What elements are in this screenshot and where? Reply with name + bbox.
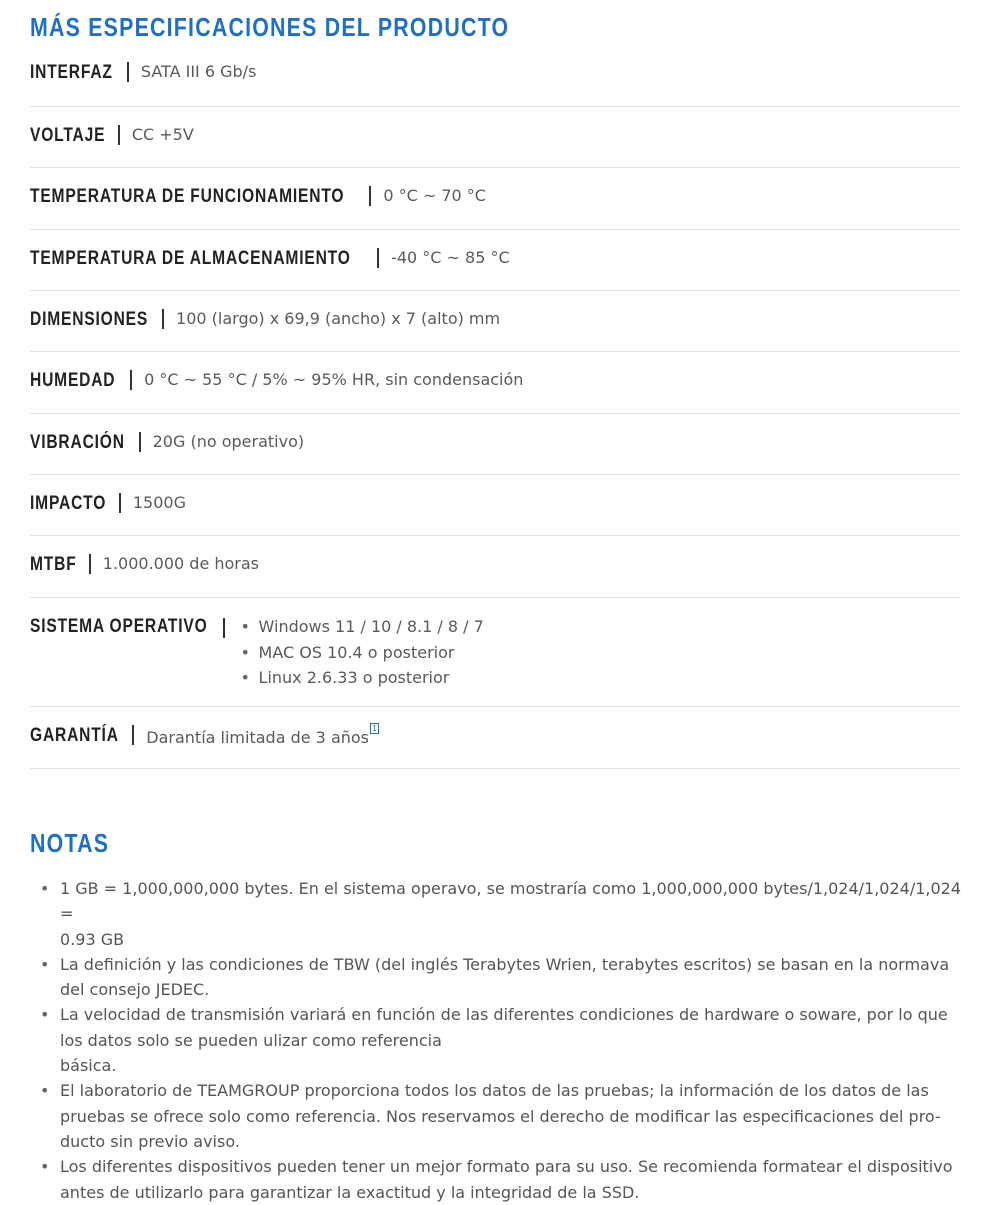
notes-section-title: NOTAS [30, 828, 110, 858]
spec-row-humedad [30, 352, 960, 414]
spec-row-dimensiones [30, 291, 960, 352]
spec-row-temp-funcionamiento [30, 168, 960, 230]
separator [223, 618, 225, 638]
note-line: ducto sin previo aviso. [60, 1131, 240, 1151]
separator [162, 309, 164, 329]
spec-label: TEMPERATURA DE FUNCIONAMIENTO [30, 186, 345, 207]
note-line: • La velocidad de transmisión variará en función de las diferentes condiciones de hardware o soware, por lo que [60, 1005, 948, 1025]
spec-label: IMPACTO [30, 493, 107, 514]
spec-row-temp-almacenamiento [30, 230, 960, 291]
note-line: • 1 GB = 1,000,000,000 bytes. En el sistema operavo, se mostraría como 1,000,000,000 bytes/1,024/1,024/1,024 = [60, 879, 962, 924]
spec-row-mtbf [30, 536, 960, 598]
list-item: • MAC OS 10.4 o posterior [237, 640, 484, 666]
note-line: 0.93 GB [60, 929, 125, 949]
note-line: los datos solo se pueden ulizar como referencia [60, 1030, 442, 1050]
spec-row-interfaz [30, 42, 960, 107]
spec-value: CC +5V [131, 125, 194, 144]
spec-value [146, 725, 379, 747]
note-line: del consejo JEDEC. [60, 980, 210, 1000]
separator [139, 432, 141, 452]
specs-section-title: MÁS ESPECIFICACIONES DEL PRODUCTO [30, 12, 510, 42]
spec-value-text: Darantía limitada de 3 años [146, 728, 370, 747]
separator [377, 248, 379, 268]
spec-row-garantia [30, 707, 960, 769]
footnote-link[interactable]: 1 [372, 724, 378, 733]
separator [89, 554, 91, 574]
spec-value: 100 (largo) x 69,9 (ancho) x 7 (alto) mm [176, 309, 501, 328]
os-list [237, 614, 484, 691]
note-item [40, 1154, 965, 1205]
spec-label: TEMPERATURA DE ALMACENAMIENTO [30, 248, 351, 269]
spec-label: VIBRACIÓN [30, 432, 125, 453]
separator [130, 370, 132, 390]
note-item [40, 1002, 965, 1078]
spec-value: 20G (no operativo) [152, 432, 305, 451]
list-item: • Windows 11 / 10 / 8.1 / 8 / 7 [237, 614, 484, 640]
note-line: pruebas se ofrece solo como referencia. Nos reservamos el derecho de modificar las especificaciones del pro- [60, 1106, 941, 1126]
separator [118, 125, 120, 145]
spec-value: 1.000.000 de horas [102, 554, 260, 573]
note-item [40, 1078, 965, 1154]
note-item [40, 952, 965, 1003]
spec-label: VOLTAJE [30, 125, 106, 146]
note-line: • La definición y las condiciones de TBW (del inglés Terabytes Wrien, terabytes escritos) se basan en la normava [60, 954, 950, 974]
spec-label: DIMENSIONES [30, 309, 149, 330]
spec-value: SATA III 6 Gb/s [140, 62, 257, 81]
spec-label: MTBF [30, 554, 77, 575]
spec-value: 0 °C ~ 70 °C [383, 186, 486, 205]
separator [369, 186, 371, 206]
spec-value: 0 °C ~ 55 °C / 5% ~ 95% HR, sin condensación [144, 370, 524, 389]
note-line: antes de utilizarlo para garantizar la exactitud y la integridad de la SSD. [60, 1182, 640, 1202]
spec-label: GARANTÍA [30, 725, 119, 746]
note-item [40, 876, 965, 952]
specs-table [30, 42, 960, 769]
notes-list [40, 876, 965, 1205]
separator [132, 725, 134, 745]
note-line: básica. [60, 1056, 117, 1076]
spec-label: HUMEDAD [30, 370, 116, 391]
list-item: • Linux 2.6.33 o posterior [237, 665, 484, 691]
note-line: • Los diferentes dispositivos pueden tener un mejor formato para su uso. Se recomienda formatear el dispositivo [60, 1157, 953, 1177]
spec-label: SISTEMA OPERATIVO [30, 616, 208, 637]
spec-row-voltaje [30, 107, 960, 168]
separator [119, 493, 121, 513]
note-line: • El laboratorio de TEAMGROUP proporciona todos los datos de las pruebas; la información de los datos de las [60, 1081, 929, 1101]
spec-row-sistema-operativo [30, 598, 960, 707]
spec-label: INTERFAZ [30, 62, 113, 83]
spec-value: -40 °C ~ 85 °C [391, 248, 510, 267]
spec-row-vibracion [30, 414, 960, 475]
spec-value: 1500G [132, 493, 186, 512]
spec-row-impacto [30, 475, 960, 536]
separator [127, 62, 129, 82]
